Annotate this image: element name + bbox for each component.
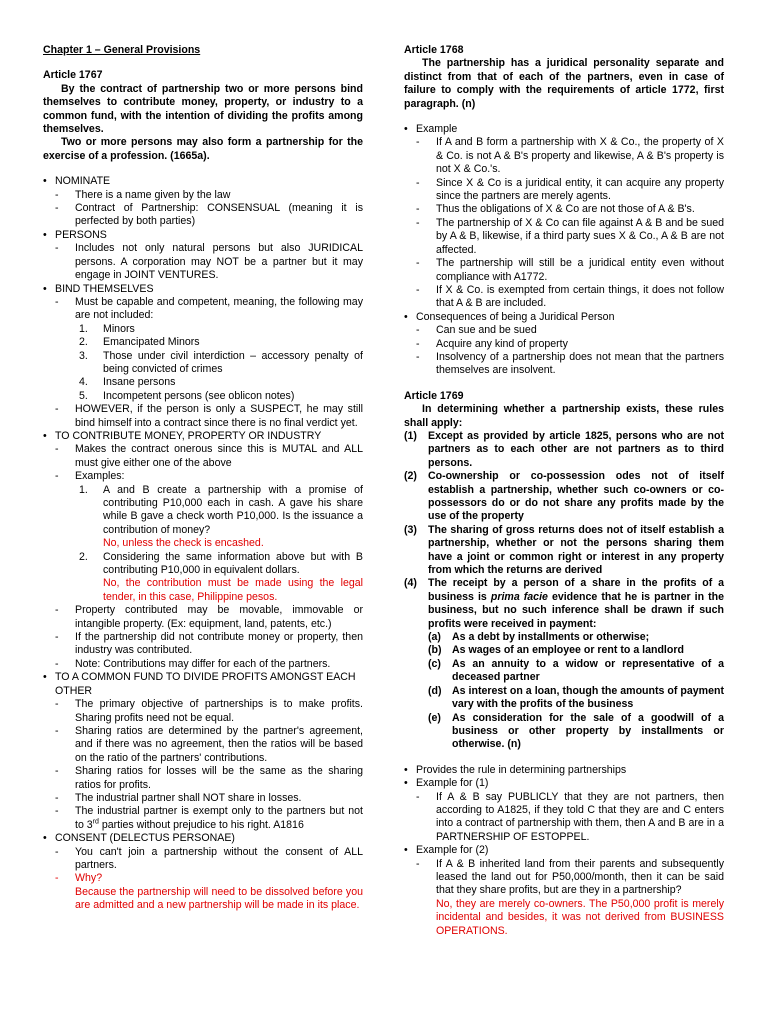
bullet-common-fund: • TO A COMMON FUND TO DIVIDE PROFITS AMONGST EACH OTHER <box>43 671 363 698</box>
numbered-item: 2. Emancipated Minors <box>79 336 200 349</box>
answer-note: Because the partnership will need to be dissolved before you are admitted and a new partnership will be made in its place. <box>75 885 363 912</box>
numbered-item: 2. Considering the same information above but with B contributing P10,000 in equivalent dollars. <box>79 550 363 577</box>
bullet-example: • Example <box>404 123 724 136</box>
subrule-item: (b) As wages of an employee or rent to a landlord <box>428 644 684 657</box>
answer-note: No, they are merely co-owners. The P50,000 profit is merely incidental and besides, it was not derived from BUSINESS OPERATIONS. <box>436 897 724 937</box>
bullet-contribute: • TO CONTRIBUTE MONEY, PROPERTY OR INDUSTRY <box>43 430 363 443</box>
dash-item: - There is a name given by the law <box>43 189 363 202</box>
left-column <box>43 44 363 913</box>
dash-item: - If A & B inherited land from their parents and subsequently leased the land out for P50,000/month, then it can be said that they share profits, but are they in a partnership? <box>404 858 724 898</box>
dash-item: - The primary objective of partnerships is to make profits. Sharing profits need not be equal. <box>43 698 363 725</box>
dash-item: - The industrial partner is exempt only to the partners but not to 3rd parties without prejudice to his right. A1816 <box>43 805 363 832</box>
question-note: - Why? <box>43 872 363 885</box>
dash-item: - HOWEVER, if the person is only a SUSPECT, he may still bind himself into a contract since there is no final verdict yet. <box>43 403 363 430</box>
numbered-item: 5. Incompetent persons (see oblicon notes) <box>79 389 295 402</box>
subrule-item: (c) As an annuity to a widow or representative of a deceased partner <box>428 657 724 684</box>
dash-item: - If A and B form a partnership with X & Co., the property of X & Co. is not A & B's property and likewise, A & B's property is not X & Co.'s. <box>404 136 724 176</box>
article-1768-text: The partnership has a juridical personality separate and distinct from that of each of the partners, even in case of failure to comply with the requirements of article 1772, first paragraph. (n) <box>404 57 724 110</box>
dash-item: - Property contributed may be movable, immovable or intangible property. (Ex: equipment, land, patents, etc.) <box>43 604 363 631</box>
answer-note: No, unless the check is encashed. <box>103 537 264 550</box>
subrule-item: (e) As consideration for the sale of a goodwill of a business or other property by installments or otherwise. (n) <box>428 711 724 751</box>
right-column <box>404 44 724 938</box>
article-1767-paragraph-2: Two or more persons may also form a partnership for the exercise of a profession. (1665a). <box>43 136 363 162</box>
article-1767-paragraph-1: By the contract of partnership two or more persons bind themselves to contribute money, property, or industry to a common fund, with the intention of dividing the profits among themselves. <box>43 82 363 136</box>
dash-item: - Makes the contract onerous since this is MUTAL and ALL must give either one of the above <box>43 443 363 470</box>
bullet-provides: • Provides the rule in determining partnerships <box>404 764 724 777</box>
numbered-item: 3. Those under civil interdiction – accessory penalty of being convicted of crimes <box>79 349 363 375</box>
subrule-item: (d) As interest on a loan, though the amounts of payment vary with the profits of the business <box>428 684 724 711</box>
numbered-item: 1. A and B create a partnership with a promise of contributing P10,000 each in cash. A gave his share while B gave a check worth P10,000. Is the issuance a contribution of money? <box>79 483 363 536</box>
bullet-example-1: • Example for (1) <box>404 777 724 790</box>
dash-item: - Note: Contributions may differ for each of the partners. <box>43 658 363 671</box>
dash-item: - If X & Co. is exempted from certain things, it does not follow that A & B are included. <box>404 284 724 311</box>
rule-item: (4) The receipt by a person of a share in the profits of a business is prima facie evidence that he is partner in the business, but no such inference shall be drawn if such profits were received in payment: <box>404 577 724 630</box>
dash-item: - If the partnership did not contribute money or property, then industry was contributed. <box>43 631 363 658</box>
chapter-title: Chapter 1 – General Provisions <box>43 44 201 56</box>
bullet-persons: • PERSONS <box>43 229 363 242</box>
rule-item: (3) The sharing of gross returns does not of itself establish a partnership, whether or not the persons sharing them have a joint or common right or interest in any property from which the returns are derived <box>404 523 724 577</box>
dash-item: - Includes not only natural persons but also JURIDICAL persons. A corporation may NOT be a partner but it may engage in JOINT VENTURES. <box>43 242 363 282</box>
dash-item: - Sharing ratios are determined by the partner's agreement, and if there was no agreement, then the ratios will be based on the ratio of the partners' contributions. <box>43 725 363 765</box>
numbered-item: 1. Minors <box>79 322 135 335</box>
numbered-item: 4. Insane persons <box>79 376 176 389</box>
dash-item: - Insolvency of a partnership does not mean that the partners themselves are insolvent. <box>404 351 724 378</box>
answer-note: No, the contribution must be made using the legal tender, in this case, Philippine pesos. <box>103 577 363 603</box>
dash-item: - Contract of Partnership: CONSENSUAL (meaning it is perfected by both parties) <box>43 202 363 229</box>
bullet-consent: • CONSENT (DELECTUS PERSONAE) <box>43 832 363 845</box>
rule-item: (1) Except as provided by article 1825, persons who are not partners as to each other are not partners as to third persons. <box>404 429 724 469</box>
dash-item: - The industrial partner shall NOT share in losses. <box>43 792 363 805</box>
dash-item: - Sharing ratios for losses will be the same as the sharing ratios for profits. <box>43 765 363 792</box>
dash-item: - Can sue and be sued <box>404 324 724 337</box>
dash-item: - Examples: <box>43 470 363 483</box>
bullet-nominate: • NOMINATE <box>43 175 363 188</box>
rule-item: (2) Co-ownership or co-possession odes not of itself establish a partnership, whether such co-owners or co-possessors do or do not share any profits made by the use of the property <box>404 470 724 523</box>
subrule-item: (a) As a debt by installments or otherwise; <box>428 631 650 644</box>
dash-item: - You can't join a partnership without the consent of ALL partners. <box>43 846 363 873</box>
dash-item: - Acquire any kind of property <box>404 338 724 351</box>
dash-item: - Must be capable and competent, meaning, the following may are not included: <box>43 296 363 323</box>
bullet-consequences: • Consequences of being a Juridical Person <box>404 311 724 324</box>
article-1767-title: Article 1767 <box>43 69 103 82</box>
dash-item: - Thus the obligations of X & Co are not those of A & B's. <box>404 203 724 216</box>
article-1768-title: Article 1768 <box>404 44 464 56</box>
article-1769-intro: In determining whether a partnership exists, these rules shall apply: <box>404 403 724 429</box>
dash-item: - Since X & Co is a juridical entity, it can acquire any property since the partners are merely agents. <box>404 177 724 204</box>
dash-item: - If A & B say PUBLICLY that they are not partners, then according to A1825, if they told C that they are and C enters into a contract of partnership with them, then A and B are in a PARTNERSHIP OF ESTOPPEL. <box>404 791 724 845</box>
bullet-example-2: • Example for (2) <box>404 844 724 857</box>
dash-item: - The partnership of X & Co can file against A & B and be sued by A & B, likewise, if a third party sues X & Co., A & B are not affected. <box>404 217 724 257</box>
dash-item: - The partnership will still be a juridical entity even without compliance with A1772. <box>404 257 724 284</box>
bullet-bind-themselves: • BIND THEMSELVES <box>43 283 363 296</box>
article-1769-title: Article 1769 <box>404 389 464 402</box>
